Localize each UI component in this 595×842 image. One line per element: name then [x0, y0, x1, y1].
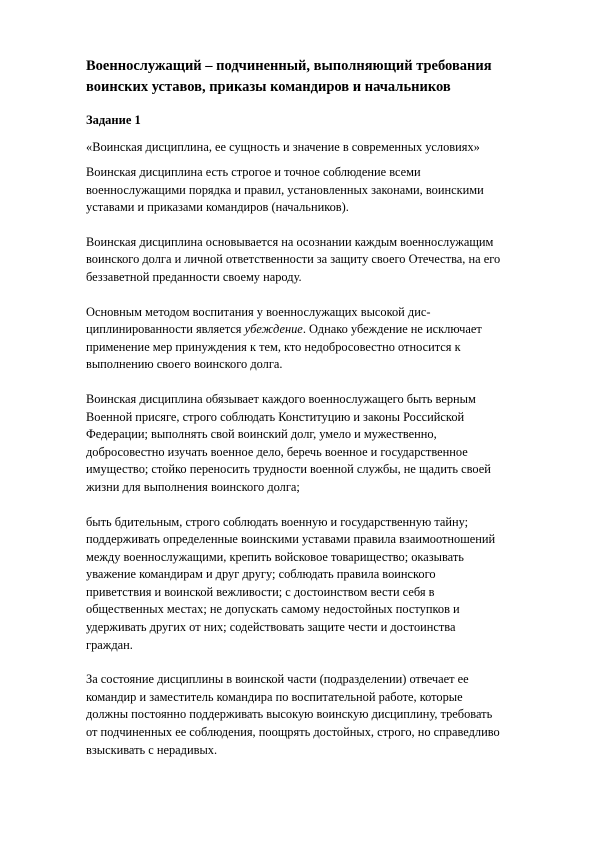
text-line: добросовестно изучать военное дело, беречь военное и государственное — [86, 444, 468, 459]
text-line: Военной присяге, строго соблюдать Конституцию и законы Российской — [86, 409, 465, 424]
text-segment: . Однако убеждение не исключает — [302, 322, 482, 337]
text-line: взыскивать с нерадивых. — [86, 742, 218, 757]
paragraph-vigilance — [86, 514, 546, 655]
text-line: приветствия и воинской вежливости; с достоинством вести себя в — [86, 584, 435, 599]
text-line: Основным методом воспитания у военнослужащих высокой дис- — [86, 304, 431, 319]
text-line: общественных местах; не допускать самому недостойных поступков и — [86, 602, 460, 617]
paragraph-obligations — [86, 391, 546, 497]
text-line: уставами и приказами командиров (начальников). — [86, 200, 349, 215]
text-line: воинского долга и личной ответственности за защиту своего Отечества, на его — [86, 252, 501, 267]
text-line: командир и заместитель командира по воспитательной работе, которые — [86, 689, 463, 704]
text-line: За состояние дисциплины в воинской части (подразделении) отвечает ее — [86, 672, 469, 687]
text-line: от подчиненных ее соблюдения, поощрять достойных, строго, но справедливо — [86, 725, 500, 740]
text-line: беззаветной преданности своему народу. — [86, 269, 302, 284]
heading-line: воинских уставов, приказы командиров и начальников — [86, 79, 451, 95]
text-line — [86, 321, 546, 339]
text-line: Воинская дисциплина основывается на осознании каждым военнослужащим — [86, 234, 494, 249]
text-line: поддерживать определенные воинскими уставами правила взаимоотношений — [86, 532, 496, 547]
paragraph-definition — [86, 164, 546, 217]
text-line: удерживать других от них; содействовать защите чести и достоинства — [86, 620, 456, 635]
text-line: имущество; стойко переносить трудности военной службы, не щадить своей — [86, 462, 491, 477]
text-line: Федерации; выполнять свой воинский долг, умело и мужественно, — [86, 427, 437, 442]
text-line: между военнослужащими, крепить войсковое товарищество; оказывать — [86, 549, 464, 564]
paragraph-basis — [86, 234, 546, 287]
text-line: уважение командирам и друг другу; соблюдать правила воинского — [86, 567, 436, 582]
paragraph-method — [86, 304, 546, 374]
text-line: должны постоянно поддерживать высокую воинскую дисциплину, требовать — [86, 707, 493, 722]
text-line: Воинская дисциплина обязывает каждого военнослужащего быть верным — [86, 391, 476, 406]
text-line: граждан. — [86, 637, 133, 652]
text-line: применение мер принуждения к тем, кто недобросовестно относится к — [86, 339, 461, 354]
heading-line: Военнослужащий – подчиненный, выполняющий требования — [86, 58, 492, 74]
emphasized-word: убеждение — [244, 322, 303, 337]
task-label: Задание 1 — [86, 113, 141, 127]
text-segment: циплинированности является — [86, 322, 245, 337]
text-line: выполнению своего воинского долга. — [86, 357, 283, 372]
text-line: быть бдительным, строго соблюдать военную и государственную тайну; — [86, 514, 469, 529]
paragraph-responsibility — [86, 671, 546, 759]
text-line: Воинская дисциплина есть строгое и точное соблюдение всеми — [86, 165, 421, 179]
document-heading — [86, 56, 546, 98]
text-line: жизни для выполнения воинского долга; — [86, 479, 300, 494]
text-line: военнослужащими порядка и правил, установленных законами, воинскими — [86, 182, 484, 197]
document-page — [86, 56, 546, 776]
topic-title: «Воинская дисциплина, ее сущность и значение в современных условиях» — [86, 140, 480, 154]
